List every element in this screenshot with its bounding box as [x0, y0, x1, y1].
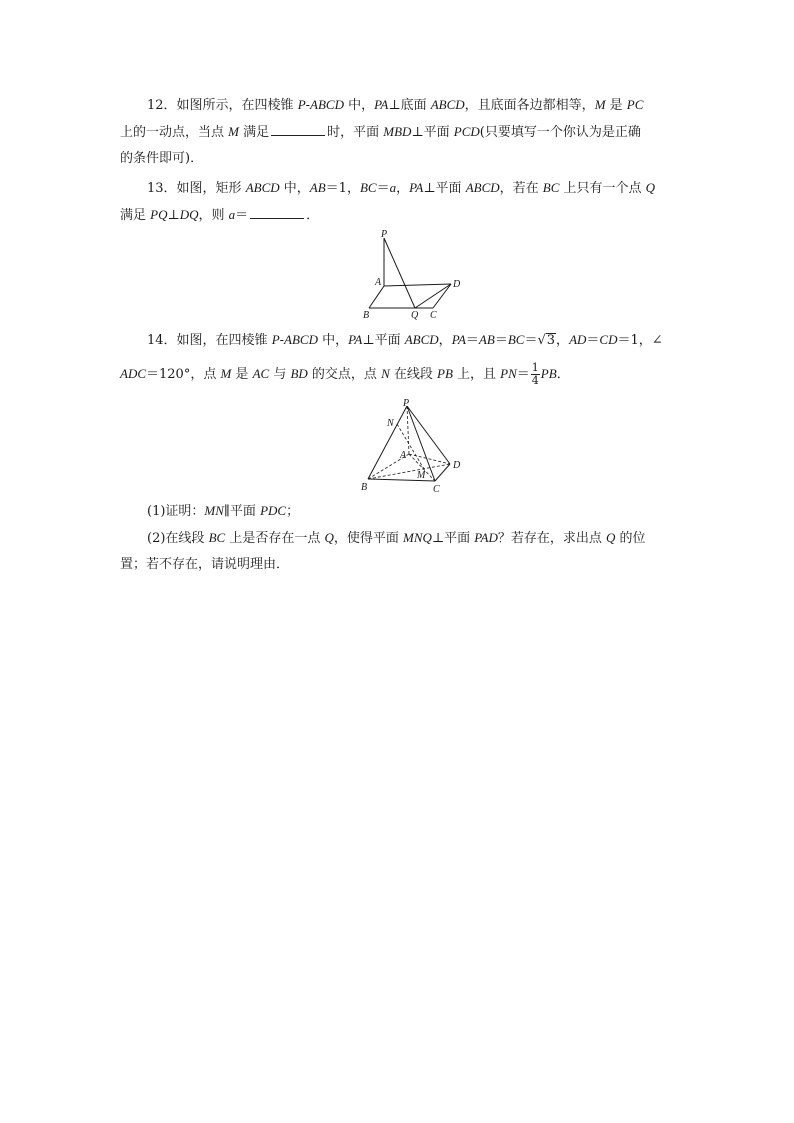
math: MNQ: [402, 530, 432, 545]
q12-line-2: [120, 122, 641, 143]
math: Q: [645, 180, 656, 195]
math: ABCD: [310, 97, 344, 112]
text: ⊥: [167, 208, 180, 223]
q12-line-1: [147, 95, 643, 116]
label-N: N: [387, 418, 394, 429]
math: N: [381, 366, 390, 381]
q14-part-2-cont: [120, 555, 289, 575]
text: ⊥平面: [362, 333, 405, 348]
label-A: A: [375, 277, 382, 288]
math: ABCD: [245, 180, 280, 195]
text: ＝: [516, 367, 530, 382]
q14-line-2: [120, 362, 570, 387]
math: BC: [542, 180, 560, 195]
text: 中，: [279, 181, 310, 196]
text: ？若存在，求出点: [497, 531, 606, 546]
text: 满足: [238, 125, 270, 140]
math: Q: [605, 530, 616, 545]
label-A: A: [400, 450, 407, 461]
answer-blank: [250, 206, 304, 219]
text: ⊥平面: [431, 531, 475, 546]
text: ⊥平面: [411, 125, 454, 140]
math: P: [271, 332, 280, 347]
text: 上只有一个点: [559, 181, 646, 196]
q13-figure: [355, 228, 465, 320]
text: ＝1，: [325, 181, 360, 196]
text: 与: [269, 367, 291, 382]
math: PDC: [260, 503, 287, 518]
label-B: B: [361, 482, 368, 493]
text: 的条件即可)．: [120, 151, 204, 166]
fraction: [531, 362, 540, 387]
math: PA: [348, 332, 363, 347]
label-B: B: [363, 310, 370, 320]
edge-QD: [415, 284, 451, 308]
label-D: D: [453, 279, 461, 290]
edge-BD: [368, 464, 450, 479]
text: 上是否存在一点: [225, 531, 325, 546]
math: ABCD: [284, 332, 318, 347]
fraction-numerator: 1: [531, 361, 539, 374]
edge-MN: [397, 424, 424, 469]
math: ABCD: [465, 180, 500, 195]
math: ABCD: [430, 97, 465, 112]
math: PC: [626, 97, 644, 112]
answer-blank: [271, 123, 325, 136]
q13-line-2: [120, 205, 319, 226]
math: AB: [478, 332, 495, 347]
math: DQ: [179, 207, 199, 222]
math: M: [228, 124, 239, 139]
edge-CD: [433, 284, 451, 308]
text: ＝1，∠: [617, 333, 663, 348]
q13-line-1: [147, 178, 655, 199]
sqrt-radicand: 3: [546, 333, 556, 348]
math: PB: [437, 366, 453, 381]
label-Q: Q: [411, 310, 419, 320]
math: CD: [599, 332, 618, 347]
text: 中，: [318, 333, 349, 348]
label-M: M: [417, 470, 426, 481]
math: P: [297, 97, 306, 112]
text: ；: [286, 504, 300, 519]
label-C: C: [433, 484, 440, 495]
text: 中，: [344, 98, 375, 113]
text: -: [305, 98, 311, 113]
edge-AD: [384, 284, 451, 286]
math: ADC: [120, 366, 146, 381]
text: ∥平面: [223, 504, 261, 519]
text: ，: [438, 333, 452, 348]
text: ，且底面各边都相等，: [464, 98, 595, 113]
text: ＝120°，点: [146, 367, 221, 382]
text: ＝: [524, 333, 538, 348]
label-P: P: [381, 229, 388, 240]
text: ，: [396, 181, 410, 196]
math: BC: [208, 530, 226, 545]
text: 12．如图所示，在四棱锥: [147, 98, 298, 113]
math: MBD: [383, 124, 412, 139]
q14-part-2: [147, 528, 646, 549]
text: (只要填写一个你认为是正确: [479, 125, 641, 140]
q14-line-1: [147, 330, 663, 351]
math: BD: [290, 366, 308, 381]
edge-AB: [369, 286, 384, 308]
math: AB: [309, 180, 326, 195]
text: 14．如图，在四棱锥: [147, 333, 272, 348]
text: 上的一动点，当点: [120, 125, 229, 140]
q14-figure: [355, 396, 467, 496]
math: ABCD: [404, 332, 439, 347]
math: PQ: [150, 207, 168, 222]
label-P: P: [403, 398, 410, 409]
text: ＝: [235, 208, 249, 223]
text: ⊥平面: [423, 181, 466, 196]
math: BC: [507, 332, 525, 347]
text: ，: [556, 333, 570, 348]
edge-PD: [407, 406, 450, 464]
math: M: [594, 97, 606, 112]
math: PB: [540, 366, 557, 381]
text: ＝: [586, 333, 600, 348]
text: ，则: [198, 208, 229, 223]
edge-PA: [407, 406, 409, 454]
label-D: D: [453, 460, 461, 471]
math: PCD: [453, 124, 480, 139]
q14-part-1: [147, 501, 299, 522]
sqrt-sign: √: [537, 333, 546, 348]
text: ＝: [376, 181, 390, 196]
text: 13．如图，矩形: [147, 181, 246, 196]
math: a: [389, 180, 397, 195]
text: ．: [306, 208, 320, 223]
edge-PB: [368, 406, 407, 479]
text: 满足: [120, 208, 151, 223]
text: ⊥底面: [388, 98, 431, 113]
text: (2)在线段: [147, 531, 209, 546]
math: BC: [359, 180, 377, 195]
text: ，使得平面: [333, 531, 403, 546]
text: 置；若不存在，请说明理由．: [120, 557, 290, 572]
text: ＝: [465, 333, 479, 348]
math: PAD: [474, 530, 498, 545]
fraction-denominator: 4: [531, 374, 539, 387]
text: 是: [605, 98, 627, 113]
text: 是: [231, 367, 253, 382]
math: Q: [324, 530, 334, 545]
text: 的位: [615, 531, 646, 546]
label-C: C: [430, 310, 437, 320]
text: 时，平面: [327, 125, 384, 140]
math: PA: [451, 332, 466, 347]
math: PN: [500, 366, 517, 381]
text: ，若在: [499, 181, 543, 196]
math: PA: [374, 97, 389, 112]
q12-line-3: [120, 149, 203, 169]
text: -: [279, 333, 285, 348]
text: ．: [556, 367, 570, 382]
math: M: [220, 366, 232, 381]
text: 上，且: [452, 367, 501, 382]
math: a: [228, 207, 236, 222]
text: 的交点，点: [307, 367, 382, 382]
text: ＝: [494, 333, 508, 348]
math: PA: [409, 180, 424, 195]
math: MN: [204, 503, 224, 518]
text: (1)证明：: [147, 504, 205, 519]
math: AD: [569, 332, 587, 347]
math: AC: [252, 366, 270, 381]
edge-PQ: [384, 238, 415, 308]
text: 在线段: [389, 367, 437, 382]
